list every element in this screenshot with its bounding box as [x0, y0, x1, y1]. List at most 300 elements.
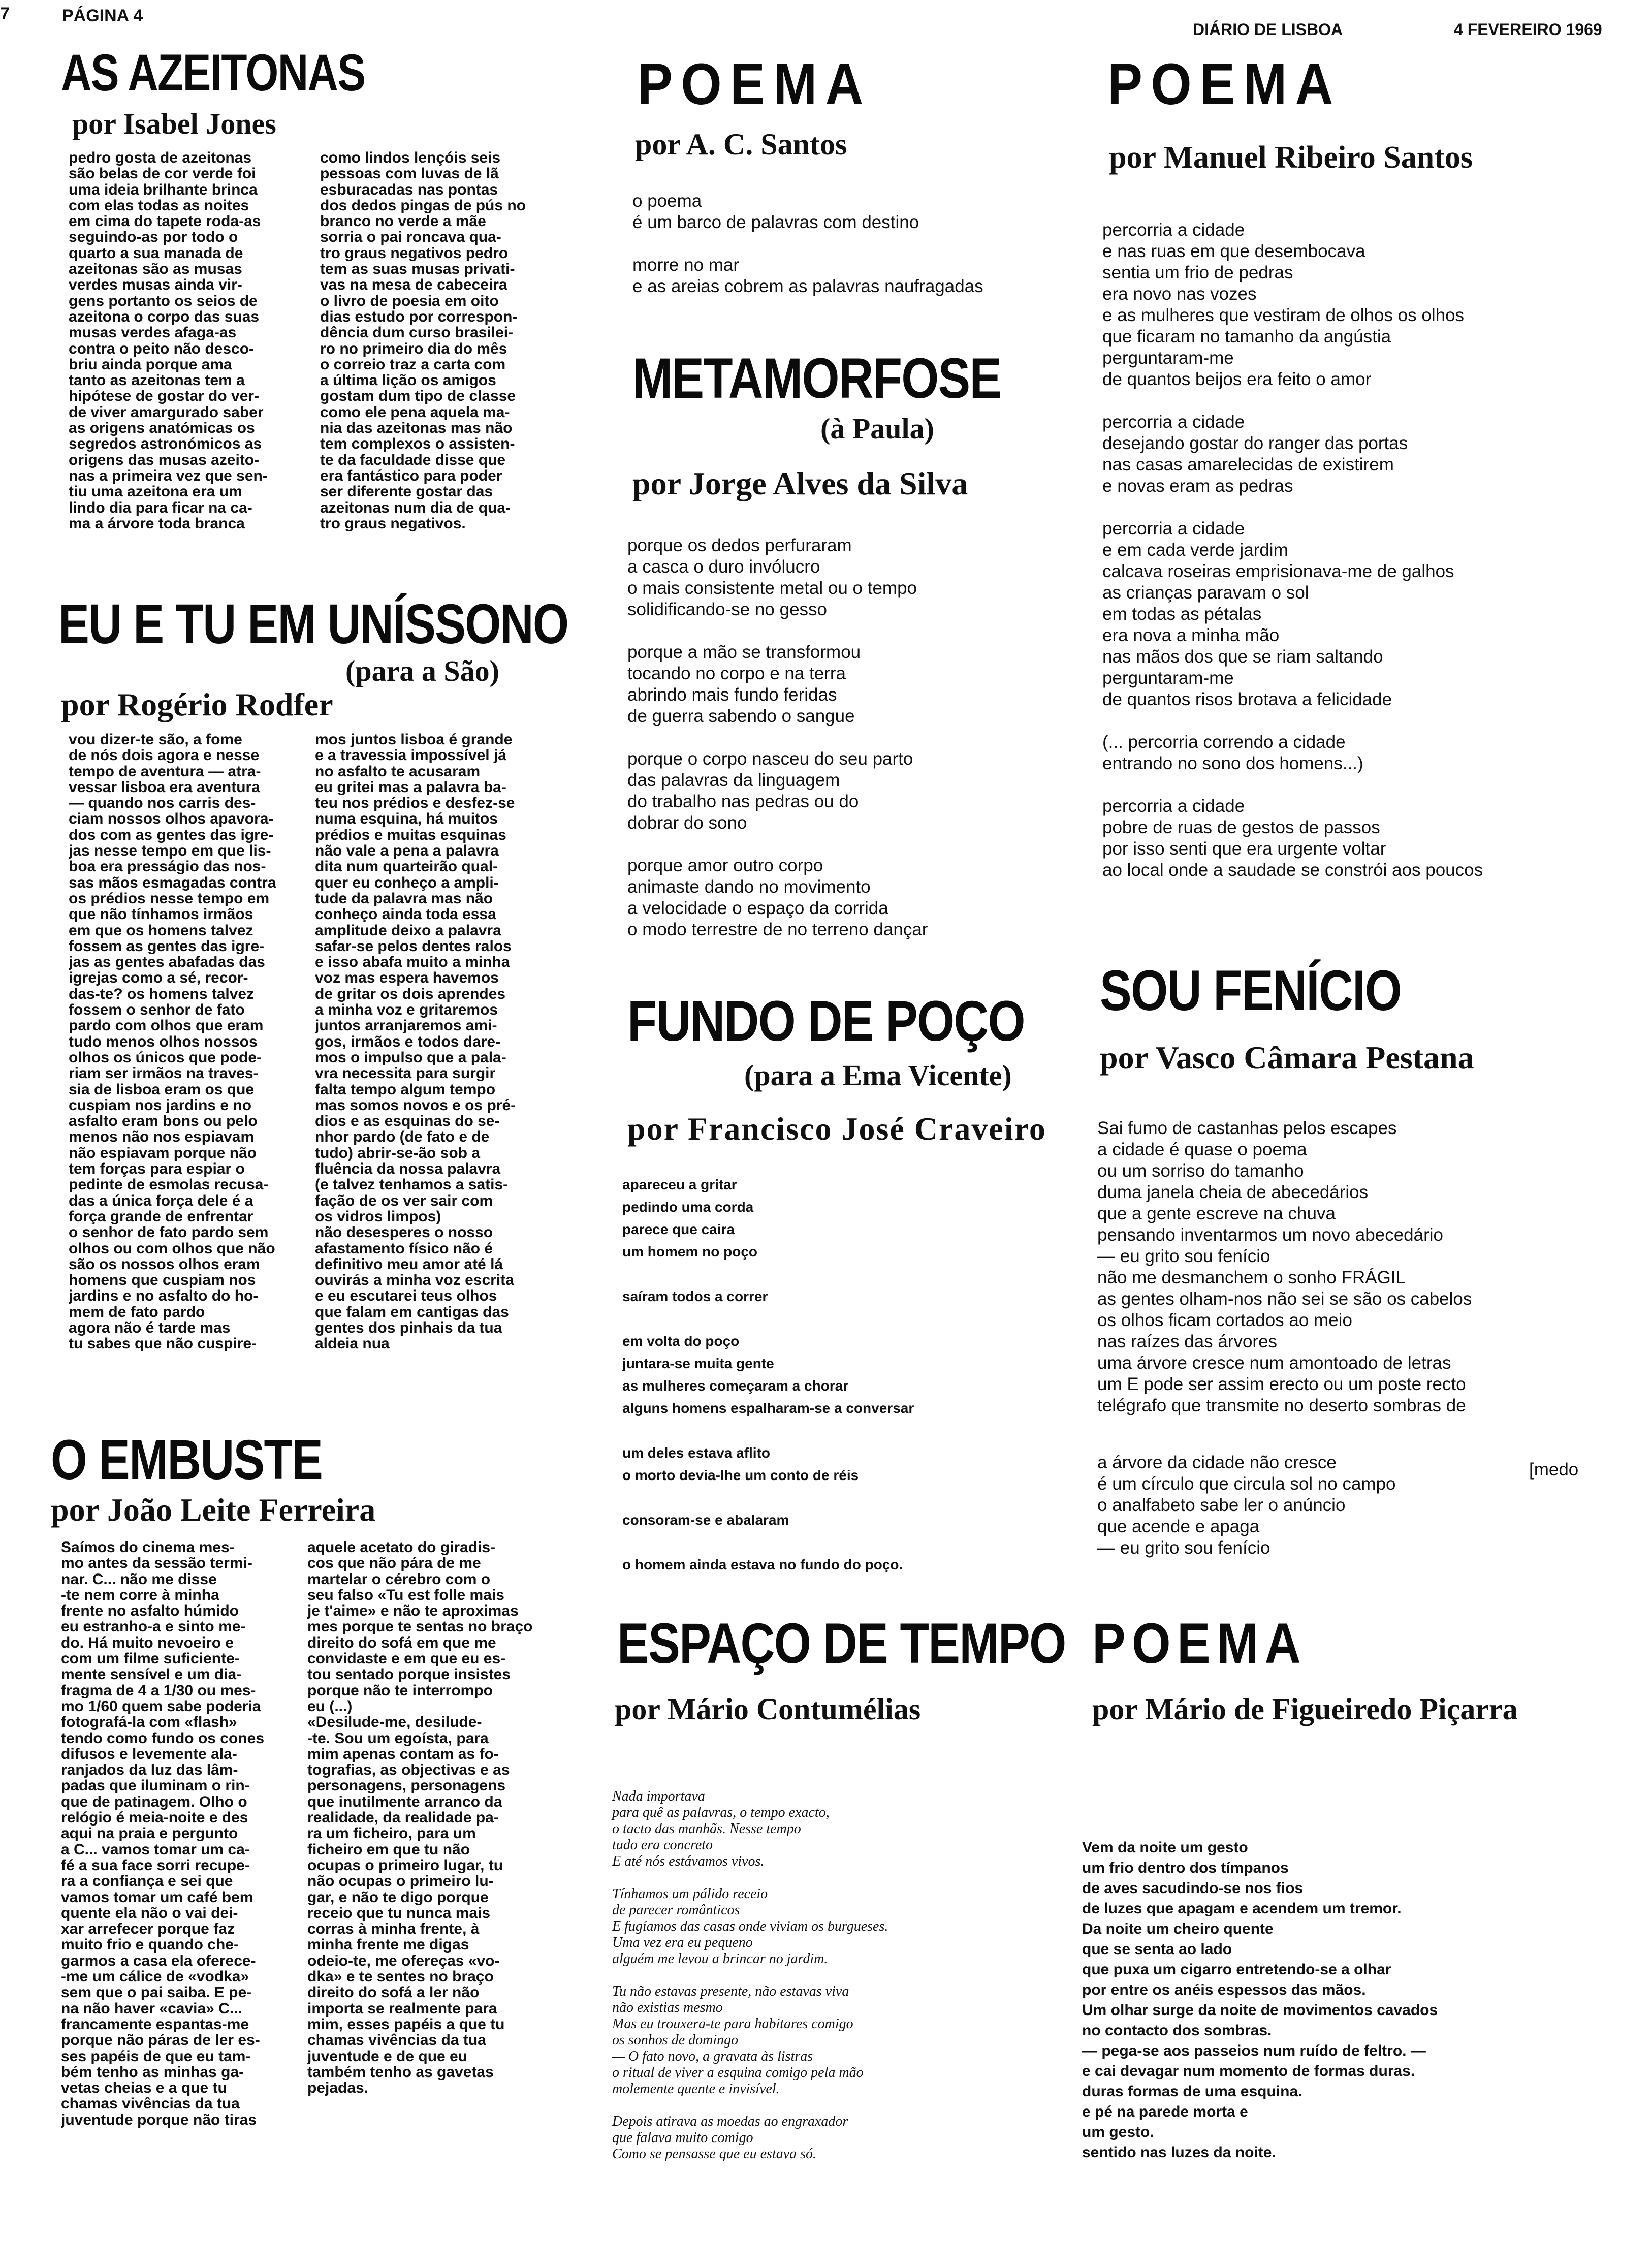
poem-line: de parecer românticos — [612, 1902, 740, 1918]
poem-line: consoram-se e abalaram — [622, 1512, 789, 1528]
stanza — [1102, 796, 1483, 881]
text-line: garmos a casa ela oferece- — [61, 1953, 256, 1969]
poem-line: é um barco de palavras com destino — [632, 212, 919, 232]
text-line: francamente espantas-me — [61, 2016, 249, 2033]
poem-line: um gesto. — [1082, 2124, 1154, 2141]
poem-line: um homem no poço — [622, 1244, 757, 1260]
stanza — [612, 1788, 888, 1870]
text-line: tanto as azeitonas tem a — [69, 372, 245, 389]
article-title-unissono: EU E TU EM UNÍSSONO — [58, 593, 568, 655]
text-line: afastamento físico não é — [315, 1240, 493, 1256]
text-line: nhor pardo (de fato e de — [315, 1129, 490, 1145]
text-line: fotografá-la com «flash» — [61, 1714, 237, 1730]
text-line: azeitonas são as musas — [69, 261, 242, 277]
text-line: tudo) abrir-se-ão sob a — [315, 1145, 481, 1161]
text-line: contra o peito não desco- — [69, 340, 255, 357]
text-line: mente sensível e um dia- — [61, 1666, 242, 1683]
poem-line: sentido nas luzes da noite. — [1082, 2144, 1276, 2161]
poem-line: saíram todos a correr — [622, 1288, 768, 1304]
text-line: difusos e levemente ala- — [61, 1746, 237, 1763]
text-line: te da faculdade disse que — [320, 452, 506, 468]
text-line: quer eu conheço a ampli- — [315, 874, 499, 891]
text-line: não vale a pena a palavra — [315, 843, 499, 859]
stanza — [622, 1554, 914, 1576]
poem-title-metamorfose: METAMORFOSE — [632, 347, 1001, 410]
text-line: mim apenas contam as fo- — [307, 1746, 499, 1763]
poem-line: Uma vez era eu pequeno — [612, 1935, 753, 1950]
text-line: ranjados da luz das lâm- — [61, 1762, 238, 1778]
stanza — [622, 1174, 914, 1263]
poem-line: por isso senti que era urgente voltar — [1102, 839, 1386, 859]
poem-line: entrando no sono dos homens...) — [1102, 753, 1363, 773]
text-line: que não tínhamos irmãos — [69, 906, 253, 923]
stanza — [627, 855, 928, 940]
poem-line: pedindo uma corda — [622, 1199, 754, 1215]
text-line: de nós dois agora e nesse — [69, 747, 260, 764]
text-line: vas na mesa de cabeceira — [320, 277, 507, 293]
text-line: jardins e no asfalto do ho- — [69, 1288, 259, 1304]
text-line: ses papéis de que eu tam- — [61, 2048, 251, 2064]
poem-line: no contacto dos sombras. — [1082, 2022, 1272, 2039]
poem-line: para quê as palavras, o tempo exacto, — [612, 1805, 830, 1820]
text-line: sorria o pai roncava qua- — [320, 229, 501, 245]
poem-line: animaste dando no movimento — [627, 877, 871, 897]
poem-line: as mulheres começaram a chorar — [622, 1378, 849, 1394]
text-line: corras à minha frente, à — [307, 1921, 480, 1937]
text-line: jas as gentes abafadas das — [69, 954, 265, 970]
text-line: vamos tomar um café bem — [61, 1889, 253, 1905]
poem-line: morre no mar — [632, 255, 740, 275]
stanza — [622, 1442, 914, 1487]
poem-line: o ritual de viver a esquina comigo pela mão — [612, 2065, 864, 2081]
text-line: mim, esses papéis a que tu — [307, 2016, 505, 2033]
poem-line: de luzes que apagam e acendem um tremor. — [1082, 1900, 1402, 1917]
text-line: tu sabes que não cuspire- — [69, 1336, 257, 1352]
text-line: agora não é tarde mas — [69, 1319, 231, 1336]
poem-line: e pé na parede morta e — [1082, 2103, 1248, 2120]
poem-line: um deles estava aflito — [622, 1445, 771, 1461]
text-line: menos não nos espiavam — [69, 1129, 255, 1145]
text-line: tendo como fundo os cones — [61, 1730, 265, 1746]
poem-line: em todas as pétalas — [1102, 604, 1262, 624]
poem-body-fenicio-part1 — [1097, 1118, 1472, 1417]
poem-line: e novas eram as pedras — [1102, 476, 1293, 496]
poem-line: por entre os anéis espessos das mãos. — [1082, 1981, 1366, 1998]
stanza — [622, 1330, 914, 1420]
poem-line: porque amor outro corpo — [627, 856, 823, 875]
text-line: jas nesse tempo em que lis- — [69, 843, 271, 859]
text-line: gentes dos pinhais da tua — [315, 1319, 502, 1336]
poem-line: de guerra sabendo o sangue — [627, 706, 855, 726]
text-line: dios e as esquinas do se- — [315, 1113, 500, 1129]
poem-line: alguns homens espalharam-se a conversar — [622, 1400, 914, 1416]
text-line: em cima do tapete roda-as — [69, 213, 261, 230]
poem-line: parece que caira — [622, 1221, 735, 1237]
poem-line: nas mãos dos que se riam saltando — [1102, 647, 1383, 667]
text-line: -me um cálice de «vodka» — [61, 1969, 249, 1985]
poem-line: nas raízes das árvores — [1097, 1332, 1278, 1351]
text-line: vra necessita para surgir — [315, 1065, 496, 1082]
text-line: a última lição os amigos — [320, 372, 496, 389]
text-line: mas somos novos e os pré- — [315, 1097, 516, 1114]
poem-body-picarra — [1082, 1838, 1438, 2163]
text-line: na não haver «cavia» C... — [61, 2000, 242, 2017]
poem-line: um E pode ser assim erecto ou um poste recto — [1097, 1374, 1466, 1394]
poem-line: desejando gostar do ranger das portas — [1102, 433, 1408, 453]
article-text-col2-unissono — [315, 732, 556, 1352]
poem-body-santos — [632, 191, 983, 319]
text-line: «Desilude-me, desilude- — [307, 1714, 482, 1730]
poem-line: uma árvore cresce num amontoado de letras — [1097, 1353, 1451, 1373]
text-line: frente no asfalto húmido — [61, 1603, 239, 1619]
text-line: martelar o cérebro com o — [307, 1571, 491, 1587]
text-line: briu ainda porque ama — [69, 356, 232, 373]
poem-line: alguém me levou a brincar no jardim. — [612, 1951, 828, 1967]
text-line: que falam em cantigas das — [315, 1304, 509, 1320]
poem-line: Vem da noite um gesto — [1082, 1839, 1248, 1856]
stanza — [632, 255, 983, 297]
text-line: xar arrefecer porque faz — [61, 1921, 235, 1937]
poem-line: — eu grito sou fenício — [1097, 1246, 1270, 1266]
poem-line: as gentes olham-nos não sei se são os cabelos — [1097, 1289, 1472, 1309]
text-line: tudo menos olhos nossos — [69, 1033, 258, 1050]
poem-line: percorria a cidade — [1102, 412, 1245, 432]
text-line: igrejas como a sé, recor- — [69, 970, 248, 986]
poem-line: um frio dentro dos tímpanos — [1082, 1860, 1289, 1876]
poem-line: que falava muito comigo — [612, 2130, 753, 2146]
text-line: ficheiro em que tu não — [307, 1841, 470, 1858]
stanza — [1102, 412, 1483, 497]
text-line: dias estudo por correspon- — [320, 308, 518, 325]
stanza — [1102, 219, 1483, 390]
text-line: ro no primeiro dia do mês — [320, 340, 507, 357]
poem-overflow-word: [medo — [1529, 1460, 1579, 1480]
text-line: tem complexos o assisten- — [320, 436, 515, 452]
poem-line: do trabalho nas pedras ou do — [627, 792, 859, 811]
text-line: tro graus negativos. — [320, 515, 466, 532]
poem-line: pobre de ruas de gestos de passos — [1102, 817, 1380, 837]
text-line: nas a primeira vez que sen- — [69, 467, 268, 484]
poem-body-fundo-poco — [622, 1174, 914, 1598]
poem-line: telégrafo que transmite no deserto sombras de — [1097, 1396, 1466, 1415]
text-line: juventude e de que eu — [307, 2048, 468, 2064]
text-line: realidade, da realidade pa- — [307, 1810, 499, 1826]
poem-line: molemente quente e invisível. — [612, 2081, 780, 2097]
poem-line: que puxa um cigarro entretendo-se a olhar — [1082, 1961, 1391, 1978]
poem-line: E até nós estávamos vivos. — [612, 1853, 765, 1869]
text-line: cuspiam nos jardins e no — [69, 1097, 252, 1114]
text-line: porque não páras de ler es- — [61, 2032, 260, 2049]
poem-title-santos: POEMA — [638, 52, 872, 117]
poem-line: e as mulheres que vestiram de olhos os olhos — [1102, 305, 1465, 325]
stanza — [627, 642, 928, 727]
poem-line: Mas eu trouxera-te para habitares comigo — [612, 2016, 853, 2032]
text-line: são os nossos olhos eram — [69, 1256, 260, 1273]
stanza — [622, 1285, 914, 1308]
text-line: gostam dum tipo de classe — [320, 388, 516, 404]
article-text-col1-embuste — [61, 1539, 300, 2128]
text-line: dos dedos pingas de pús no — [320, 197, 526, 214]
text-line: receio que tu nunca mais — [307, 1905, 491, 1922]
poem-line: os sonhos de domingo — [612, 2032, 739, 2048]
byline-azeitonas: por Isabel Jones — [72, 107, 276, 140]
poem-line: é um círculo que circula sol no campo — [1097, 1474, 1396, 1494]
poem-line: a árvore da cidade não cresce — [1097, 1453, 1337, 1472]
byline-picarra: por Mário de Figueiredo Piçarra — [1092, 1692, 1518, 1726]
text-line: pedinte de esmolas recusa- — [69, 1177, 269, 1193]
poem-line: nas casas amarelecidas de existirem — [1102, 455, 1394, 475]
poem-line: tocando no corpo e na terra — [627, 664, 846, 683]
article-title-azeitonas: AS AZEITONAS — [61, 44, 365, 102]
poem-line: porque o corpo nasceu do seu parto — [627, 749, 913, 769]
text-line: falta tempo algum tempo — [315, 1081, 496, 1097]
text-line: mo antes da sessão termi- — [61, 1555, 252, 1571]
text-line: esburacadas nas pontas — [320, 181, 498, 198]
poem-body-espaco-tempo — [612, 1788, 888, 2179]
poem-line: percorria a cidade — [1102, 519, 1245, 539]
text-line: fé a sua face sorri recupe- — [61, 1857, 250, 1874]
text-line: — quando nos carris des- — [69, 795, 256, 811]
text-line: ra a confiança e sei que — [61, 1873, 233, 1890]
text-line: fação de os ver sair com — [315, 1192, 493, 1209]
text-line: os prédios nesse tempo em — [69, 890, 270, 907]
text-line: personagens, personagens — [307, 1778, 506, 1794]
poem-line: abrindo mais fundo feridas — [627, 685, 837, 705]
poem-line: a casca o duro invólucro — [627, 557, 820, 577]
poem-line: percorria a cidade — [1102, 220, 1245, 240]
text-line: sem que o pai saiba. E pe- — [61, 1985, 252, 2001]
text-line: mos juntos lisboa é grande — [315, 732, 513, 748]
text-line: os vidros limpos) — [315, 1208, 441, 1225]
text-line: dência dum curso brasilei- — [320, 325, 514, 341]
poem-line: a velocidade o espaço da corrida — [627, 898, 888, 918]
poem-line: Tínhamos um pálido receio — [612, 1886, 768, 1902]
text-line: pardo com olhos que eram — [69, 1018, 264, 1034]
text-line: segredos astronómicos as — [69, 436, 262, 452]
text-line: convidaste e em que eu es- — [307, 1651, 506, 1667]
text-line: que de patinagem. Olho o — [61, 1793, 247, 1810]
text-line: dka» e te sentes no braço — [307, 1969, 494, 1985]
text-line: seu falso «Tu est folle mais — [307, 1587, 504, 1603]
text-line: direito do sofá em que me — [307, 1634, 496, 1651]
poem-line: — O fato novo, a gravata às listras — [612, 2049, 813, 2064]
text-line: voz mas espera havemos — [315, 970, 499, 986]
text-line: cos que não pára de me — [307, 1555, 481, 1571]
poem-line: e as areias cobrem as palavras naufragadas — [632, 276, 983, 296]
article-text-col1-azeitonas — [69, 150, 307, 531]
stanza — [612, 1984, 888, 2097]
poem-line: Da noite um cheiro quente — [1082, 1921, 1274, 1937]
byline-ribeiro: por Manuel Ribeiro Santos — [1109, 140, 1473, 175]
text-line: ser diferente gostar das — [320, 484, 493, 500]
text-line: chamas vivências da tua — [307, 2032, 486, 2049]
text-line: origens das musas azeito- — [69, 452, 260, 468]
text-line: je t'aime» e não te aproximas — [307, 1603, 519, 1619]
byline-metamorfose: por Jorge Alves da Silva — [632, 465, 968, 501]
text-line: com elas todas as noites — [69, 197, 249, 214]
text-line: mem de fato pardo — [69, 1304, 205, 1320]
text-line: amplitude deixo a palavra — [315, 922, 501, 938]
text-line: odeio-te, me ofereças «vo- — [307, 1953, 500, 1969]
text-line: sas mãos esmagadas contra — [69, 874, 276, 891]
poem-line: sentia um frio de pedras — [1102, 263, 1293, 282]
poem-line: das palavras da linguagem — [627, 770, 840, 790]
poem-line: e nas ruas em que desembocava — [1102, 241, 1365, 261]
text-line: gar, e não te digo porque — [307, 1889, 489, 1905]
text-line: fossem o senhor de fato — [69, 1002, 245, 1018]
poem-line: Depois atirava as moedas ao engraxador — [612, 2114, 848, 2129]
text-line: (e talvez tenhamos a satis- — [315, 1177, 509, 1193]
text-line: não ocupas o primeiro lu- — [307, 1873, 494, 1890]
poem-line: Sai fumo de castanhas pelos escapes — [1097, 1118, 1397, 1138]
poem-line: era novo nas vozes — [1102, 284, 1257, 304]
text-line: ocupas o primeiro lugar, tu — [307, 1857, 503, 1874]
text-line: gos, irmãos e todos dare- — [315, 1033, 501, 1050]
text-line: numa esquina, há muitos — [315, 811, 498, 827]
stanza — [632, 191, 983, 233]
text-line: fragma de 4 a 1/30 ou mes- — [61, 1682, 256, 1698]
text-line: mo 1/60 quem sabe poderia — [61, 1698, 261, 1715]
text-line: olhos ou com olhos que não — [69, 1240, 275, 1256]
text-line: o senhor de fato pardo sem — [69, 1224, 269, 1241]
poem-line: porque a mão se transformou — [627, 642, 861, 662]
text-line: ra um ficheiro, para um — [307, 1826, 476, 1842]
text-line: ciam nossos olhos apavora- — [69, 811, 274, 827]
poem-line: de quantos risos brotava a felicidade — [1102, 689, 1392, 709]
text-line: vessar lisboa era aventura — [69, 779, 260, 796]
poem-body-ribeiro — [1102, 219, 1483, 902]
text-line: tude da palavra mas não — [315, 890, 493, 907]
text-line: não desesperes o nosso — [315, 1224, 493, 1241]
text-line: das a única força dele é a — [69, 1192, 253, 1209]
text-line: verdes musas ainda vir- — [69, 277, 242, 293]
text-line: com um filme suficiente- — [61, 1651, 240, 1667]
poem-title-fenicio: SOU FENÍCIO — [1100, 959, 1402, 1022]
text-line: Saímos do cinema mes- — [61, 1539, 235, 1556]
text-line: relógio é meia-noite e des — [61, 1810, 248, 1826]
text-line: juntos arranjaremos ami- — [315, 1018, 497, 1034]
poem-line: que a gente escreve na chuva — [1097, 1204, 1336, 1223]
poem-line: que se senta ao lado — [1082, 1941, 1232, 1958]
poem-line: os olhos ficam cortados ao meio — [1097, 1310, 1352, 1330]
text-line: asfalto eram bons ou pelo — [69, 1113, 258, 1129]
poem-line: não me desmanchem o sonho FRÁGIL — [1097, 1268, 1406, 1287]
dedication-metamorfose: (à Paula) — [820, 412, 934, 445]
poem-line: a cidade é quase o poema — [1097, 1140, 1307, 1159]
text-line: importa se realmente para — [307, 2000, 497, 2017]
text-line: muito frio e quando che- — [61, 1937, 239, 1953]
poem-title-picarra: POEMA — [1092, 1612, 1308, 1675]
byline-unissono: por Rogério Rodfer — [61, 686, 333, 722]
text-line: aldeia nua — [315, 1336, 390, 1352]
text-line: o correio traz a carta com — [320, 356, 506, 373]
text-line: conheço ainda toda essa — [315, 906, 496, 923]
text-line: seguindo-as por todo o — [69, 229, 238, 245]
text-line: tiu uma azeitona era um — [69, 484, 242, 500]
text-line: bém tenho as minhas ga- — [61, 2064, 244, 2081]
poem-line: dobrar do sono — [627, 813, 747, 833]
page-label: PÁGINA 4 — [62, 6, 143, 25]
text-line: as origens anatómicas os — [69, 420, 255, 436]
newspaper-name: DIÁRIO DE LISBOA — [1193, 20, 1343, 39]
poem-line: (... percorria correndo a cidade — [1102, 732, 1346, 752]
poem-line: não existias mesmo — [612, 2000, 723, 2016]
text-line: de viver amargurado saber — [69, 404, 264, 421]
poem-line: era nova a minha mão — [1102, 625, 1280, 645]
text-line: pejadas. — [307, 2080, 369, 2096]
text-line: mes porque te sentas no braço — [307, 1619, 533, 1635]
text-line: uma ideia brilhante brinca — [69, 181, 258, 198]
poem-line: — eu grito sou fenício — [1097, 1538, 1270, 1558]
poem-line: perguntaram-me — [1102, 668, 1234, 688]
text-line: porque não te interrompo — [307, 1682, 493, 1698]
poem-line: de aves sacudindo-se nos fios — [1082, 1880, 1304, 1897]
text-line: aqui na praia e pergunto — [61, 1826, 238, 1842]
text-line: que inutilmente arranco da — [307, 1793, 502, 1810]
text-line: direito do sofá a ler não — [307, 1985, 480, 2001]
text-line: gens portanto os seios de — [69, 293, 258, 309]
byline-espaco-tempo: por Mário Contumélias — [615, 1692, 921, 1726]
poem-title-ribeiro: POEMA — [1107, 52, 1342, 117]
text-line: hipótese de gostar do ver- — [69, 388, 260, 404]
text-line: em que os homens talvez — [69, 922, 253, 938]
poem-line: pensando inventarmos um novo abecedário — [1097, 1225, 1443, 1245]
text-line: fluência da nossa palavra — [315, 1161, 501, 1177]
dedication-unissono: (para a São) — [345, 654, 499, 687]
text-line: não espiavam porque não — [69, 1145, 257, 1161]
text-line: das-te? os homens talvez — [69, 986, 255, 1002]
text-line: lindo dia para ficar na ca- — [69, 499, 252, 516]
poem-line: Como se pensasse que eu estava só. — [612, 2146, 817, 2162]
text-line: o livro de poesia em oito — [320, 293, 499, 309]
text-line: tem as suas musas privati- — [320, 261, 515, 277]
text-line: também tenho as gavetas — [307, 2064, 494, 2081]
poem-line: calcava roseiras emprisionava-me de galhos — [1102, 561, 1454, 581]
text-line: e a travessia impossível já — [315, 747, 506, 764]
article-title-embuste: O EMBUSTE — [51, 1429, 323, 1491]
text-line: e eu escutarei teus olhos — [315, 1288, 497, 1304]
poem-line: o modo terrestre de no terreno dançar — [627, 920, 928, 939]
text-line: a C... vamos tomar um ca- — [61, 1841, 250, 1858]
text-line: ma a árvore toda branca — [69, 515, 245, 532]
poem-line: perguntaram-me — [1102, 348, 1234, 368]
text-line: fossem as gentes das igre- — [69, 938, 265, 955]
text-line: azeitonas num dia de qua- — [320, 499, 511, 516]
issue-date: 4 FEVEREIRO 1969 — [1454, 20, 1602, 39]
poem-title-fundo-poco: FUNDO DE POÇO — [627, 989, 1025, 1053]
text-line: tografias, as objectivas e as — [307, 1762, 510, 1778]
poem-line: porque os dedos perfuraram — [627, 536, 852, 555]
text-line: chamas vivências da tua — [61, 2096, 240, 2112]
poem-line: Um olhar surge da noite de movimentos cavados — [1082, 2002, 1438, 2019]
article-text-col1-unissono — [69, 732, 307, 1352]
text-line: olhos os únicos que pode- — [69, 1049, 262, 1066]
poem-line: duras formas de uma esquina. — [1082, 2083, 1302, 2100]
text-line: tempo de aventura — atra- — [69, 763, 261, 779]
text-line: nia das azeitonas mas não — [320, 420, 513, 436]
text-line: musas verdes afaga-as — [69, 325, 237, 341]
byline-fundo-poco: por Francisco José Craveiro — [627, 1111, 1046, 1147]
stanza — [622, 1509, 914, 1531]
poem-line: tudo era concreto — [612, 1837, 713, 1853]
text-line: aquele acetato do giradis- — [307, 1539, 496, 1556]
text-line: tou sentado porque insistes — [307, 1666, 511, 1683]
text-line: -te nem corre à minha — [61, 1587, 219, 1603]
text-line: pessoas com luvas de lã — [320, 166, 499, 182]
text-line: riam ser irmãos na traves- — [69, 1065, 259, 1082]
poem-line: que acende e apaga — [1097, 1517, 1260, 1536]
text-line: sia de lisboa eram os que — [69, 1081, 255, 1097]
